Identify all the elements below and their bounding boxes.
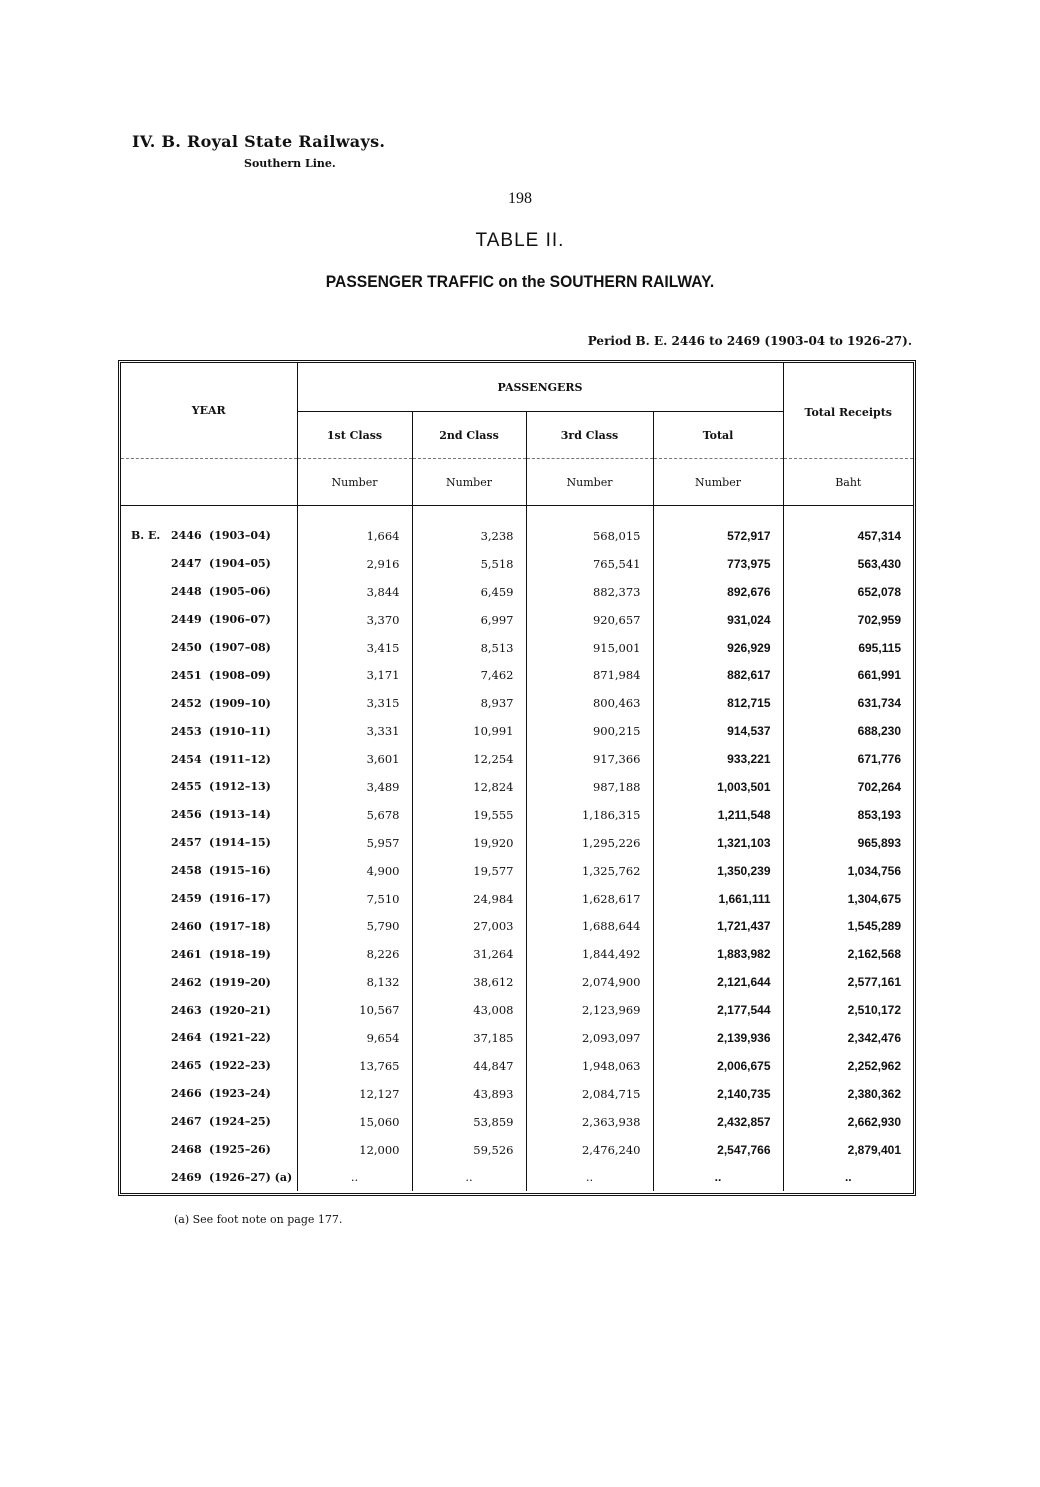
header-unit-blank [121,459,297,506]
ad-year: (1906–07) [209,613,271,627]
third-class-cell: 882,373 [526,578,653,606]
year-cell [121,717,297,745]
year-cell [121,968,297,996]
second-class-cell: 3,238 [412,522,526,550]
footnote: (a) See foot note on page 177. [174,1213,343,1226]
receipts-cell: 661,991 [783,661,913,689]
receipts-cell: 457,314 [783,522,913,550]
ad-year: (1916–17) [209,892,271,906]
table-row [121,829,913,857]
third-class-cell: 765,541 [526,550,653,578]
third-class-cell: 2,123,969 [526,996,653,1024]
second-class-cell: 24,984 [412,885,526,913]
table-row [121,801,913,829]
be-year: 2458 [171,864,202,878]
third-class-cell: 568,015 [526,522,653,550]
first-class-cell: 1,664 [297,522,412,550]
year-cell [121,661,297,689]
receipts-cell: 2,342,476 [783,1024,913,1052]
total-cell: 2,121,644 [653,968,783,996]
table-row [121,634,913,662]
third-class-cell: 987,188 [526,773,653,801]
table-row [121,857,913,885]
be-year: 2463 [171,1003,202,1017]
first-class-cell: 15,060 [297,1108,412,1136]
ad-year: (1922–23) [209,1059,271,1073]
header-total-receipts: Total Receipts [783,363,913,459]
be-year: 2451 [171,668,202,682]
ad-year: (1921–22) [209,1031,271,1045]
third-class-cell: 1,844,492 [526,940,653,968]
second-class-cell: 7,462 [412,661,526,689]
receipts-cell: 702,264 [783,773,913,801]
second-class-cell: 6,459 [412,578,526,606]
total-cell: 1,321,103 [653,829,783,857]
year-cell [121,606,297,634]
header-first-class: 1st Class [297,412,412,459]
header-passengers: PASSENGERS [297,363,783,412]
table-row [121,661,913,689]
year-cell [121,578,297,606]
first-class-cell: 5,678 [297,801,412,829]
receipts-cell: 2,510,172 [783,996,913,1024]
third-class-cell: 871,984 [526,661,653,689]
be-year: 2448 [171,585,202,599]
ad-year: (1912–13) [209,780,271,794]
table-row [121,717,913,745]
second-class-cell: 43,893 [412,1080,526,1108]
year-cell [121,522,297,550]
second-class-cell: 59,526 [412,1136,526,1164]
total-cell: 2,432,857 [653,1108,783,1136]
second-class-cell: 19,920 [412,829,526,857]
year-cell [121,689,297,717]
first-class-cell: 12,127 [297,1080,412,1108]
be-year: 2465 [171,1059,202,1073]
table-body [121,506,913,1192]
total-cell: 926,929 [653,634,783,662]
total-cell: 2,177,544 [653,996,783,1024]
table-title: TABLE II. [475,230,565,251]
second-class-cell: 10,991 [412,717,526,745]
ad-year: (1909–10) [209,696,271,710]
receipts-cell: 2,577,161 [783,968,913,996]
first-class-cell: 3,315 [297,689,412,717]
line-heading: Southern Line. [244,157,336,170]
total-cell: 1,883,982 [653,940,783,968]
be-year: 2455 [171,780,202,794]
first-class-cell: 3,844 [297,578,412,606]
be-year: 2450 [171,641,202,654]
ad-year: (1907–08) [209,641,271,654]
table-row [121,550,913,578]
ad-year: (1925–26) [209,1143,271,1157]
second-class-cell: 5,518 [412,550,526,578]
first-class-cell: 5,790 [297,912,412,940]
receipts-cell: 965,893 [783,829,913,857]
first-class-cell: 3,370 [297,606,412,634]
second-class-cell: 8,513 [412,634,526,662]
receipts-cell: 2,162,568 [783,940,913,968]
receipts-cell: 1,034,756 [783,857,913,885]
year-cell [121,550,297,578]
third-class-cell: 915,001 [526,634,653,662]
receipts-cell: 1,304,675 [783,885,913,913]
third-class-cell: 1,325,762 [526,857,653,885]
second-class-cell: 12,824 [412,773,526,801]
table-row [121,1024,913,1052]
table-row [121,1052,913,1080]
ad-year: (1914–15) [209,836,271,850]
table-row [121,745,913,773]
first-class-cell: 13,765 [297,1052,412,1080]
unit-baht: Baht [783,459,913,506]
table-row [121,578,913,606]
table-row [121,1080,913,1108]
second-class-cell: 31,264 [412,940,526,968]
total-cell: .. [653,1163,783,1191]
third-class-cell: 2,093,097 [526,1024,653,1052]
total-cell: 933,221 [653,745,783,773]
unit-number: Number [526,459,653,506]
ad-year: (1919–20) [209,975,271,989]
third-class-cell: 900,215 [526,717,653,745]
second-class-cell: 44,847 [412,1052,526,1080]
be-year: 2459 [171,892,202,906]
total-cell: 931,024 [653,606,783,634]
table-row [121,885,913,913]
year-cell [121,634,297,662]
year-cell [121,857,297,885]
receipts-cell: 2,662,930 [783,1108,913,1136]
total-cell: 882,617 [653,661,783,689]
receipts-cell: 631,734 [783,689,913,717]
first-class-cell: 8,132 [297,968,412,996]
receipts-cell: 2,380,362 [783,1080,913,1108]
total-cell: 1,003,501 [653,773,783,801]
be-year: 2457 [171,836,202,850]
be-year: 2449 [171,613,202,627]
second-class-cell: 38,612 [412,968,526,996]
year-cell [121,829,297,857]
header-total: Total [653,412,783,459]
ad-year: (1903–04) [209,529,271,543]
first-class-cell: 4,900 [297,857,412,885]
be-year: 2468 [171,1143,202,1157]
ad-year: (1926–27) (a) [209,1170,293,1184]
third-class-cell: .. [526,1163,653,1191]
receipts-cell: 1,545,289 [783,912,913,940]
be-year: 2469 [171,1170,202,1184]
second-class-cell: 27,003 [412,912,526,940]
third-class-cell: 1,186,315 [526,801,653,829]
be-year: 2447 [171,557,202,571]
year-cell [121,940,297,968]
table-row [121,1136,913,1164]
total-cell: 1,211,548 [653,801,783,829]
ad-year: (1918–19) [209,947,271,961]
receipts-cell: 688,230 [783,717,913,745]
first-class-cell: 9,654 [297,1024,412,1052]
first-class-cell: 7,510 [297,885,412,913]
second-class-cell: 8,937 [412,689,526,717]
be-year: 2462 [171,975,202,989]
be-year: 2460 [171,919,202,933]
be-year: 2454 [171,752,202,766]
third-class-cell: 917,366 [526,745,653,773]
receipts-cell: 652,078 [783,578,913,606]
third-class-cell: 2,476,240 [526,1136,653,1164]
header-second-class: 2nd Class [412,412,526,459]
ad-year: (1910–11) [209,724,271,738]
header-third-class: 3rd Class [526,412,653,459]
ad-year: (1904–05) [209,557,271,571]
second-class-cell: 43,008 [412,996,526,1024]
year-cell [121,773,297,801]
ad-year: (1917–18) [209,919,271,933]
third-class-cell: 1,628,617 [526,885,653,913]
second-class-cell: 37,185 [412,1024,526,1052]
period-label: Period B. E. 2446 to 2469 (1903-04 to 1926-27). [587,334,912,348]
be-year: 2464 [171,1031,202,1045]
second-class-cell: 53,859 [412,1108,526,1136]
ad-year: (1915–16) [209,864,271,878]
table-row [121,968,913,996]
first-class-cell: 3,601 [297,745,412,773]
page-number: 198 [508,190,532,207]
table-row [121,912,913,940]
total-cell: 2,139,936 [653,1024,783,1052]
year-cell [121,1163,297,1191]
be-year: 2456 [171,808,202,822]
table-row [121,522,913,550]
total-cell: 773,975 [653,550,783,578]
second-class-cell: 19,555 [412,801,526,829]
be-year: 2452 [171,696,202,710]
receipts-cell: .. [783,1163,913,1191]
total-cell: 1,661,111 [653,885,783,913]
year-cell [121,996,297,1024]
header-year: YEAR [191,404,226,417]
unit-number: Number [297,459,412,506]
be-year: 2466 [171,1087,202,1101]
be-year: 2461 [171,947,202,961]
receipts-cell: 695,115 [783,634,913,662]
year-cell [121,801,297,829]
year-cell [121,885,297,913]
table-subtitle: PASSENGER TRAFFIC on the SOUTHERN RAILWAY. [325,272,715,291]
year-cell [121,1024,297,1052]
total-cell: 572,917 [653,522,783,550]
ad-year: (1924–25) [209,1115,271,1129]
first-class-cell: 5,957 [297,829,412,857]
third-class-cell: 1,295,226 [526,829,653,857]
first-class-cell: 2,916 [297,550,412,578]
be-year: 2446 [171,529,202,543]
total-cell: 1,350,239 [653,857,783,885]
year-cell [121,1136,297,1164]
total-cell: 914,537 [653,717,783,745]
ad-year: (1911–12) [209,752,271,766]
total-cell: 2,547,766 [653,1136,783,1164]
first-class-cell: 10,567 [297,996,412,1024]
table-row [121,996,913,1024]
year-cell [121,1080,297,1108]
third-class-cell: 1,688,644 [526,912,653,940]
receipts-cell: 563,430 [783,550,913,578]
total-cell: 2,006,675 [653,1052,783,1080]
year-cell [121,912,297,940]
first-class-cell: 3,489 [297,773,412,801]
third-class-cell: 2,084,715 [526,1080,653,1108]
table-row [121,773,913,801]
second-class-cell: 6,997 [412,606,526,634]
year-cell [121,745,297,773]
ad-year: (1905–06) [209,585,271,599]
first-class-cell: .. [297,1163,412,1191]
total-cell: 892,676 [653,578,783,606]
first-class-cell: 3,171 [297,661,412,689]
ad-year: (1908–09) [209,668,271,682]
third-class-cell: 2,363,938 [526,1108,653,1136]
third-class-cell: 920,657 [526,606,653,634]
receipts-cell: 2,879,401 [783,1136,913,1164]
total-cell: 1,721,437 [653,912,783,940]
section-heading: IV. B. Royal State Railways. [132,132,386,151]
ad-year: (1920–21) [209,1003,271,1017]
receipts-cell: 702,959 [783,606,913,634]
third-class-cell: 800,463 [526,689,653,717]
table-row [121,606,913,634]
year-cell [121,1052,297,1080]
receipts-cell: 671,776 [783,745,913,773]
ad-year: (1923–24) [209,1087,271,1101]
first-class-cell: 8,226 [297,940,412,968]
unit-number: Number [412,459,526,506]
table-row [121,940,913,968]
third-class-cell: 2,074,900 [526,968,653,996]
first-class-cell: 3,415 [297,634,412,662]
table-row [121,689,913,717]
era-label: B. E. [131,529,161,543]
third-class-cell: 1,948,063 [526,1052,653,1080]
passenger-traffic-table [118,360,916,1196]
unit-number: Number [653,459,783,506]
year-cell [121,1108,297,1136]
total-cell: 812,715 [653,689,783,717]
be-year: 2467 [171,1115,202,1129]
first-class-cell: 3,331 [297,717,412,745]
receipts-cell: 853,193 [783,801,913,829]
be-year: 2453 [171,724,202,738]
table-row [121,1108,913,1136]
ad-year: (1913–14) [209,808,271,822]
second-class-cell: 19,577 [412,857,526,885]
receipts-cell: 2,252,962 [783,1052,913,1080]
table-row [121,1163,913,1191]
second-class-cell: 12,254 [412,745,526,773]
total-cell: 2,140,735 [653,1080,783,1108]
first-class-cell: 12,000 [297,1136,412,1164]
second-class-cell: .. [412,1163,526,1191]
